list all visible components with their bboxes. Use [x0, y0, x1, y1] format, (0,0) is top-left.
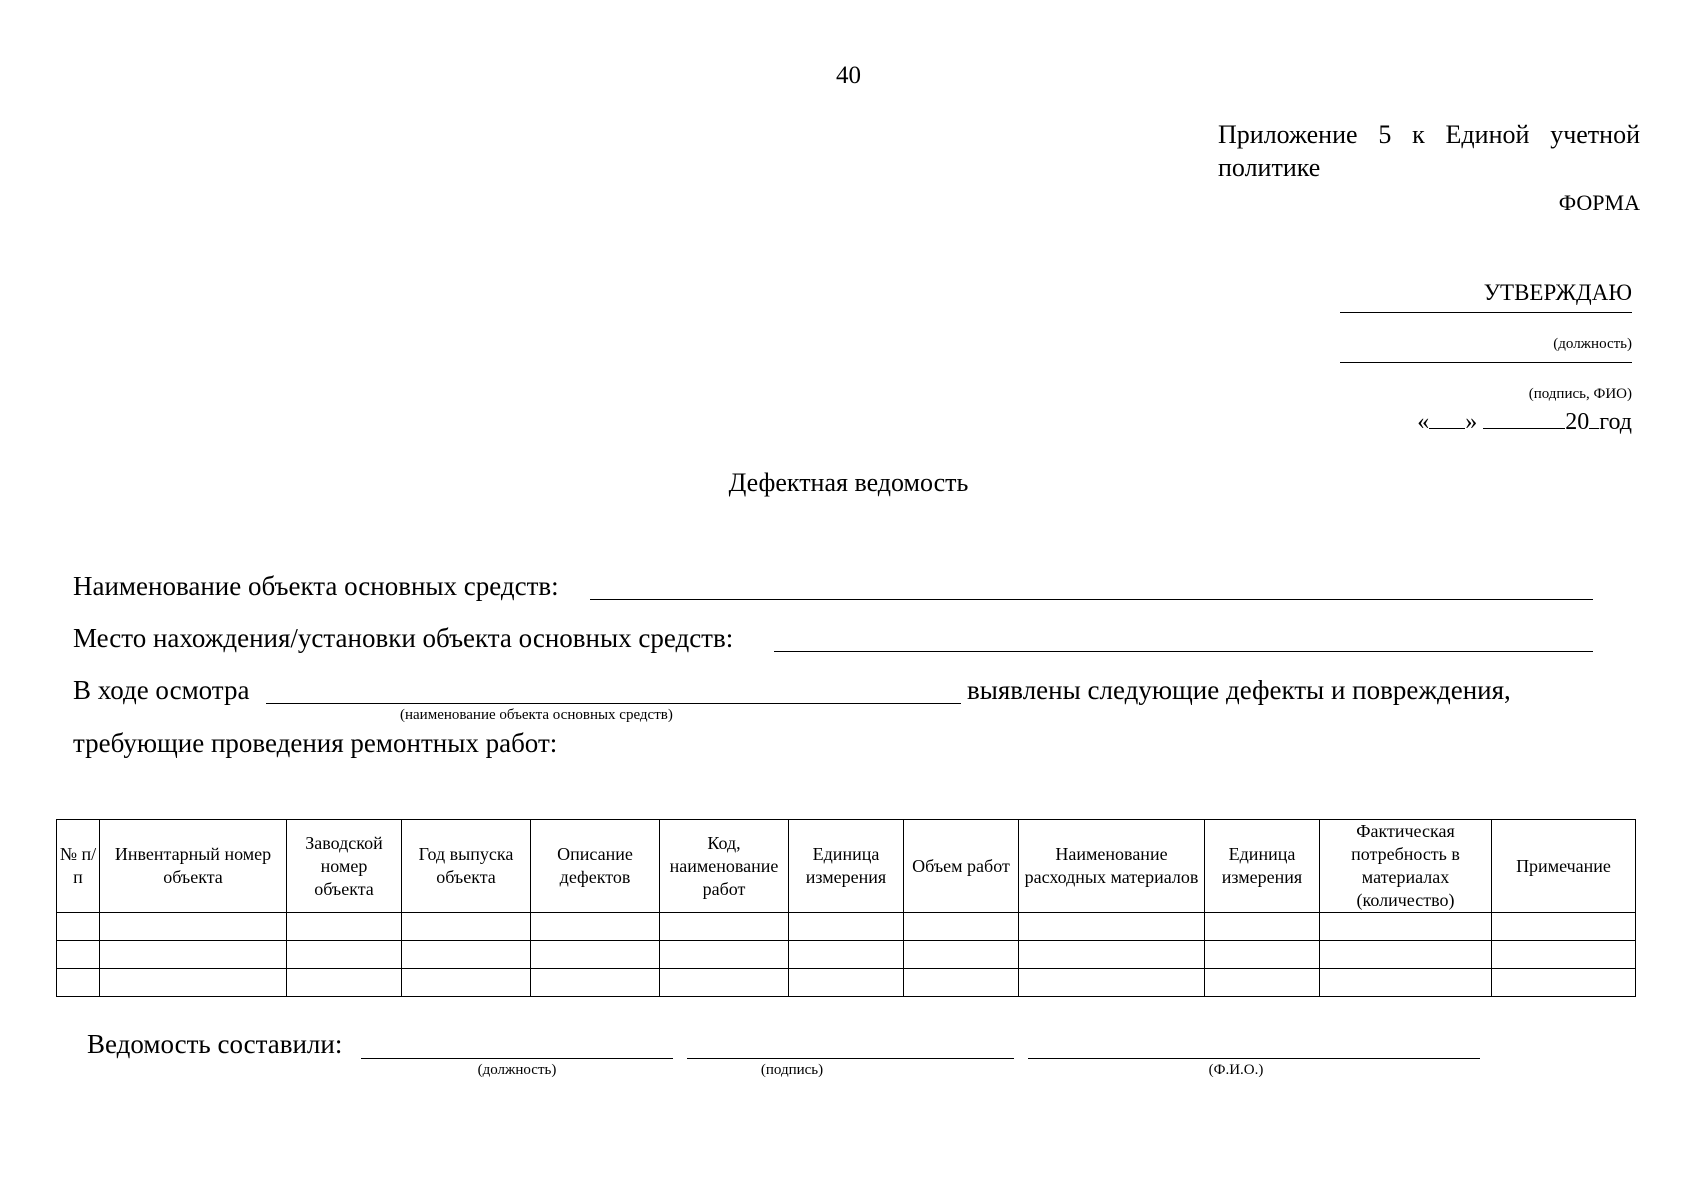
inspection-prefix: В ходе осмотра [73, 675, 250, 705]
table-cell[interactable] [287, 969, 402, 997]
inspection-continuation: требующие проведения ремонтных работ: [73, 728, 558, 758]
table-cell[interactable] [789, 969, 904, 997]
column-header: Наименование расходных материалов [1019, 820, 1205, 913]
inspection-object-caption: (наименование объекта основных средств) [400, 707, 673, 723]
table-cell[interactable] [904, 969, 1019, 997]
approver-position-line[interactable] [1340, 312, 1632, 313]
approval-date [1417, 406, 1632, 436]
column-header: Единица измерения [1205, 820, 1320, 913]
table-cell[interactable] [100, 969, 287, 997]
table-cell[interactable] [531, 969, 660, 997]
column-header: Фактическая потребность в материалах (количество) [1320, 820, 1492, 913]
table-cell[interactable] [402, 941, 531, 969]
compiler-position-caption: (должность) [477, 1062, 557, 1078]
column-header: Заводской номер объекта [287, 820, 402, 913]
table-cell[interactable] [789, 913, 904, 941]
table-cell[interactable] [100, 913, 287, 941]
date-day-field[interactable] [1429, 406, 1465, 429]
date-year-suffix: год [1599, 409, 1632, 435]
compiler-name-caption: (Ф.И.О.) [1208, 1062, 1264, 1078]
table-cell[interactable] [57, 913, 100, 941]
inspection-object-field[interactable] [266, 703, 961, 704]
location-field[interactable] [774, 651, 1593, 652]
appendix-note: Приложение 5 к Единой учетной политике [1218, 120, 1640, 182]
table-cell[interactable] [402, 969, 531, 997]
table-cell[interactable] [1205, 913, 1320, 941]
table-header-row [57, 820, 1636, 913]
column-header: Единица измерения [789, 820, 904, 913]
approver-position-caption: (должность) [1553, 336, 1632, 352]
table-cell[interactable] [287, 913, 402, 941]
table-cell[interactable] [904, 913, 1019, 941]
column-header: Примечание [1492, 820, 1636, 913]
table-cell[interactable] [660, 969, 789, 997]
column-header: Инвентарный номер объекта [100, 820, 287, 913]
table-row [57, 941, 1636, 969]
table-cell[interactable] [789, 941, 904, 969]
defects-table [56, 819, 1636, 997]
compiled-by-label: Ведомость составили: [87, 1029, 343, 1059]
table-cell[interactable] [531, 913, 660, 941]
table-cell[interactable] [1019, 969, 1205, 997]
table-cell[interactable] [660, 913, 789, 941]
object-name-label: Наименование объекта основных средств: [73, 571, 559, 601]
table-cell[interactable] [100, 941, 287, 969]
table-cell[interactable] [1019, 913, 1205, 941]
table-cell[interactable] [1492, 913, 1636, 941]
column-header: Описание дефектов [531, 820, 660, 913]
document-title: Дефектная ведомость [728, 468, 969, 497]
compiler-signature-caption: (подпись) [760, 1062, 824, 1078]
date-year-field[interactable] [1589, 406, 1599, 429]
table-row [57, 969, 1636, 997]
table-cell[interactable] [1019, 941, 1205, 969]
table-cell[interactable] [1320, 913, 1492, 941]
table-cell[interactable] [531, 941, 660, 969]
approver-signature-line[interactable] [1340, 362, 1632, 363]
table-cell[interactable] [1492, 969, 1636, 997]
table-cell[interactable] [1205, 969, 1320, 997]
column-header: Год выпуска объекта [402, 820, 531, 913]
date-month-field[interactable] [1483, 406, 1565, 429]
date-year-prefix: 20 [1565, 409, 1590, 435]
table-cell[interactable] [1492, 941, 1636, 969]
date-open-quote: « [1417, 409, 1430, 435]
object-name-field[interactable] [590, 599, 1593, 600]
table-cell[interactable] [1320, 969, 1492, 997]
table-cell[interactable] [402, 913, 531, 941]
table-cell[interactable] [287, 941, 402, 969]
table-cell[interactable] [1205, 941, 1320, 969]
compiler-name-field[interactable] [1028, 1058, 1480, 1059]
table-cell[interactable] [904, 941, 1019, 969]
table-row [57, 913, 1636, 941]
compiler-signature-field[interactable] [687, 1058, 1014, 1059]
location-label: Место нахождения/установки объекта основных средств: [73, 623, 734, 653]
page-number: 40 [836, 62, 861, 89]
column-header: Код, наименование работ [660, 820, 789, 913]
inspection-suffix: выявлены следующие дефекты и повреждения, [967, 675, 1511, 705]
table-cell[interactable] [57, 941, 100, 969]
form-label: ФОРМА [1558, 190, 1640, 215]
compiler-position-field[interactable] [361, 1058, 673, 1059]
date-close-quote: » [1465, 409, 1478, 435]
approver-signature-caption: (подпись, ФИО) [1528, 386, 1632, 402]
column-header: № п/п [57, 820, 100, 913]
column-header: Объем работ [904, 820, 1019, 913]
table-cell[interactable] [1320, 941, 1492, 969]
table-cell[interactable] [57, 969, 100, 997]
approve-heading: УТВЕРЖДАЮ [1483, 280, 1632, 305]
table-cell[interactable] [660, 941, 789, 969]
